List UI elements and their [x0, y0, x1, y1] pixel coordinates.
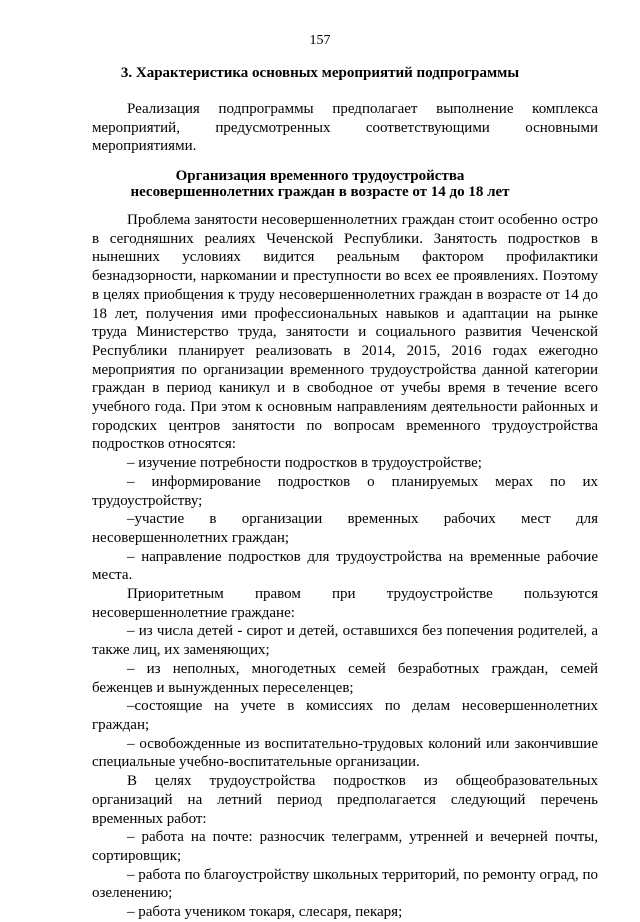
direction-item: – направление подростков для трудоустройства на временные рабочие места.	[92, 548, 598, 584]
page-number: 157	[309, 33, 331, 48]
intro-block	[92, 100, 598, 156]
priority-item: –состоящие на учете в комиссиях по делам несовершеннолетних граждан;	[92, 698, 598, 733]
works-paragraph: В целях трудоустройства подростков из общеобразовательных организаций на летний период предполагается следующий перечень временных работ:	[92, 773, 598, 827]
intro-paragraph: Реализация подпрограммы предполагает выполнение комплекса мероприятий, предусмотренных соответствующими основными мероприятиями.	[92, 101, 598, 155]
priority-item: – из числа детей - сирот и детей, оставшихся без попечения родителей, а также лиц, их заменяющих;	[92, 623, 598, 659]
direction-item: –участие в организации временных рабочих мест для несовершеннолетних граждан;	[92, 511, 598, 546]
direction-item: – информирование подростков о планируемых мерах по их трудоустройству;	[92, 473, 598, 509]
priority-paragraph: Приоритетным правом при трудоустройстве пользуются несовершеннолетние граждане:	[92, 586, 598, 621]
direction-item: – изучение потребности подростков в трудоустройстве;	[127, 455, 482, 472]
section-title: 3. Характеристика основных мероприятий подпрограммы	[120, 65, 520, 81]
work-item: – работа учеником токаря, слесаря, пекаря;	[127, 904, 403, 921]
priority-item: – из неполных, многодетных семей безработных граждан, семей беженцев и вынужденных переселенцев;	[92, 660, 598, 696]
subsection-heading-line-2: несовершеннолетних граждан в возрасте от 14 до 18 лет	[130, 184, 510, 200]
subsection-heading	[92, 168, 548, 200]
body-text	[92, 211, 598, 922]
priority-item: – освобожденные из воспитательно-трудовых колоний или закончившие специальные учебно-воспитательные организации.	[92, 735, 598, 771]
work-item: – работа по благоустройству школьных территорий, по ремонту оград, по озеленению;	[92, 866, 598, 902]
main-paragraph: Проблема занятости несовершеннолетних граждан стоит особенно остро в сегодняшних реалиях Чеченской Республики. Занятость подростков в нынешних условиях видится реальным фактором профилактики безнадзорности, наркомании и преступности во всех ее проявлениях. Поэтому в целях приобщения к труду несовершеннолетних граждан в возрасте от 14 до 18 лет, получения ими профессиональных навыков и адаптации на рынке труда Министерство труда, занятости и социального развития Чеченской Республики планирует реализовать в 2014, 2015, 2016 годах ежегодно мероприятия по организации временного трудоустройства данной категории граждан в период каникул и в свободное от учебы время в течение всего учебного года. При этом к основным направлениям деятельности районных и городских центров занятости по вопросам временного трудоустройства подростков относятся:	[92, 212, 598, 453]
subsection-heading-line-1: Организация временного трудоустройства	[175, 168, 465, 184]
work-item: – работа на почте: разносчик телеграмм, утренней и вечерней почты, сортировщик;	[92, 829, 598, 864]
